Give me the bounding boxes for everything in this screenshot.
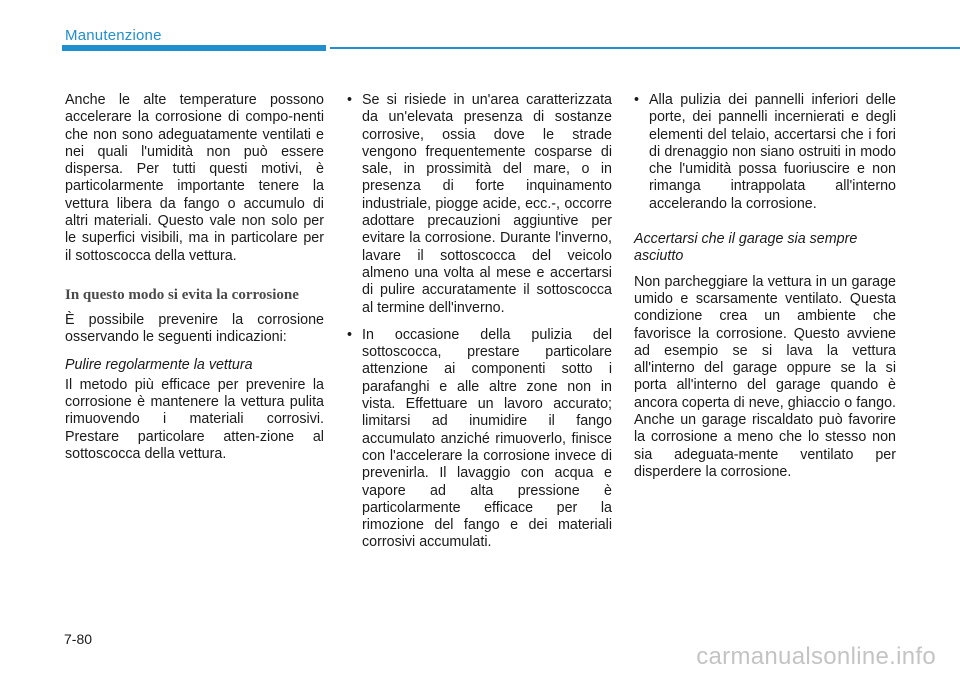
subheading-dry-garage: Accertarsi che il garage sia sempre asciutto xyxy=(634,231,858,265)
list-item-text: Alla pulizia dei pannelli inferiori delle porte, dei pannelli incernierati e degli elementi del telaio, accertarsi che i fori di drenaggio non siano ostruiti in modo che l'umidità possa fuoriuscire e non rimanga intrappolata all'interno accelerando la corrosione. xyxy=(649,92,896,212)
list-item xyxy=(347,327,612,552)
list-item-text: In occasione della pulizia del sottoscocca, prestare particolare attenzione ai componenti sotto i parafanghi e alle altre zone non in vista. Effettuare un lavoro accurato; limitarsi ad inumidire il fango accumulato anziché rimuoverlo, finisce con l'accelerare la corrosione invece di prevenirla. Il lavaggio con acqua e vapore ad alta pressione è particolarmente efficace per la rimozione del fango e dei materiali corrosivi accumulati. xyxy=(362,326,612,551)
bullet-icon: • xyxy=(347,92,353,108)
subheading-clean-regularly: Pulire regolarmente la vettura xyxy=(65,356,253,373)
list-item xyxy=(634,92,896,213)
column-2 xyxy=(347,92,612,562)
paragraph-cleaning-method: Il metodo più efficace per prevenire la corrosione è mantenere la vettura pulita rimuovendo i materiali corrosivi. Prestare particolare atten-zione al sottoscocca della vettura. xyxy=(65,376,324,463)
header-rule-thin xyxy=(330,47,960,49)
bullet-icon: • xyxy=(347,326,353,343)
header-rule-thick xyxy=(62,45,326,51)
column-3 xyxy=(634,92,896,491)
paragraph-garage: Non parcheggiare la vettura in un garage umido e scarsamente ventilato. Questa condizione crea un ambiente che favorisce la corrosione. Questo avviene ad esempio se si lava la vettura all'interno del garage oppure se la si porta all'interno del garage quando è ancora coperta di neve, ghiaccio o fango. Anche un garage riscaldato può favorire la corrosione a meno che lo stesso non sia adeguata-mente ventilato per disperdere la corrosione. xyxy=(634,273,896,480)
column-1 xyxy=(65,92,324,473)
watermark: carmanualsonline.info xyxy=(696,643,936,670)
bullet-icon: • xyxy=(634,92,640,108)
list-item xyxy=(347,92,612,317)
section-heading: In questo modo si evita la corrosione xyxy=(65,286,299,303)
page-number: 7-80 xyxy=(64,631,93,647)
list-item-text: Se si risiede in un'area caratterizzata da un'elevata presenza di sostanze corrosive, ossia dove le strade vengono frequentemente cosparse di sale, in prossimità del mare, o in presenza di forte inquinamento industriale, piogge acide, ecc.-, occorre adottare precauzioni aggiuntive per evitare la corrosione. Durante l'inverno, lavare il sottoscocca del veicolo almeno una volta al mese e accertarsi di pulire accuratamente il sottoscocca al termine dell'inverno. xyxy=(362,92,612,316)
section-title: Manutenzione xyxy=(65,27,162,44)
paragraph-heat-corrosion: Anche le alte temperature possono accelerare la corrosione di compo-nenti che non sono adeguatamente ventilati e nei quali l'umidità non può essere dispersa. Per tutti questi motivi, è particolarmente importante tenere la vettura libera da fango o accumulo di altri materiali. Questo vale non solo per le superfici visibili, ma in particolare per il sottoscocca della vettura. xyxy=(65,92,324,264)
paragraph-prevention-intro: È possibile prevenire la corrosione osservando le seguenti indicazioni: xyxy=(65,311,324,346)
